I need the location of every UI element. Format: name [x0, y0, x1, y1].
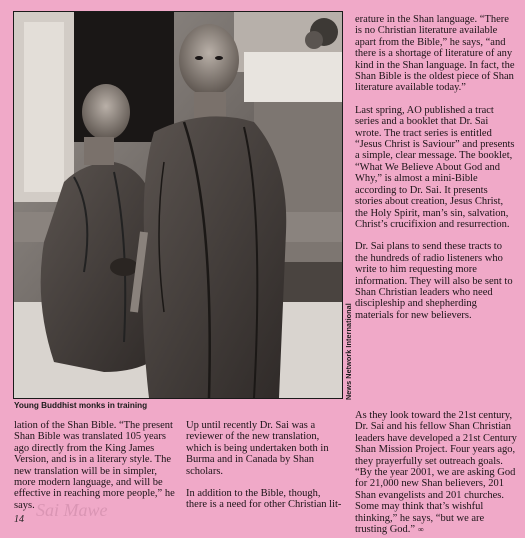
paragraph: erature in the Shan language. “There is no Christian literature available apart from the Bible,” he says, “and there is a shortage of literature of any kind in the Shan language. In fact, the Shan Bible is the oldest piece of Shan literature available today.” — [355, 14, 515, 94]
photo-credit: News Network International — [344, 303, 353, 400]
photo-illustration — [14, 12, 342, 398]
paragraph — [355, 410, 517, 535]
closing-paragraph-text: As they look toward the 21st century, Dr. Sai and his fellow Shan Christian leaders have developed a 21st Century Shan Mission Project. Four years ago, they prayerfully set outreach goals. “By the year 2001, we are asking God for 21,000 new Shan believers, 201 Shan evangelists and 201 churches. Some may think that’s wishful thinking,” he says, “but we are trusting God.” — [355, 410, 517, 536]
paragraph: Last spring, AO published a tract series and a booklet that Dr. Sai wrote. The tract series is entitled “Jesus Christ is Saviour” and presents a simple, clear message. The booklet, “What We Believe About God and Why,” is almost a mini-Bible according to Dr. Sai. It presents stories about creation, Jesus Christ, the Holy Spirit, man’s sin, salvation, Christ’s crucifixion and resurrection. — [355, 104, 515, 230]
article-right-column — [355, 14, 517, 321]
article-bottom-column-3 — [355, 410, 517, 535]
article-bottom-column-1 — [14, 420, 176, 511]
watermark: Sai Mawe — [36, 500, 108, 520]
article-bottom-column-2 — [186, 420, 344, 511]
paragraph: lation of the Shan Bible. “The present Shan Bible was translated 105 years ago directly from the King James Version, and is in a literary style. The new translation will be in simpler, more modern language, and will be effective in reaching more people,” he says. — [14, 420, 175, 511]
paragraph: Dr. Sai plans to send these tracts to the hundreds of radio listeners who write to him requesting more information. They will also be sent to Shan Christian leaders who need discipleship and shepherding materials for new believers. — [355, 241, 513, 321]
monks-photo — [13, 11, 343, 399]
photo-caption: Young Buddhist monks in training — [14, 401, 148, 410]
paragraph: In addition to the Bible, though, there is a need for other Christian lit- — [186, 488, 342, 511]
page-number: 14 — [14, 514, 24, 525]
paragraph: Up until recently Dr. Sai was a reviewer of the new translation, which is being undertaken both in Burma and in Canada by Shan scholars. — [186, 420, 329, 477]
end-of-article-mark: ∞ — [418, 525, 424, 535]
